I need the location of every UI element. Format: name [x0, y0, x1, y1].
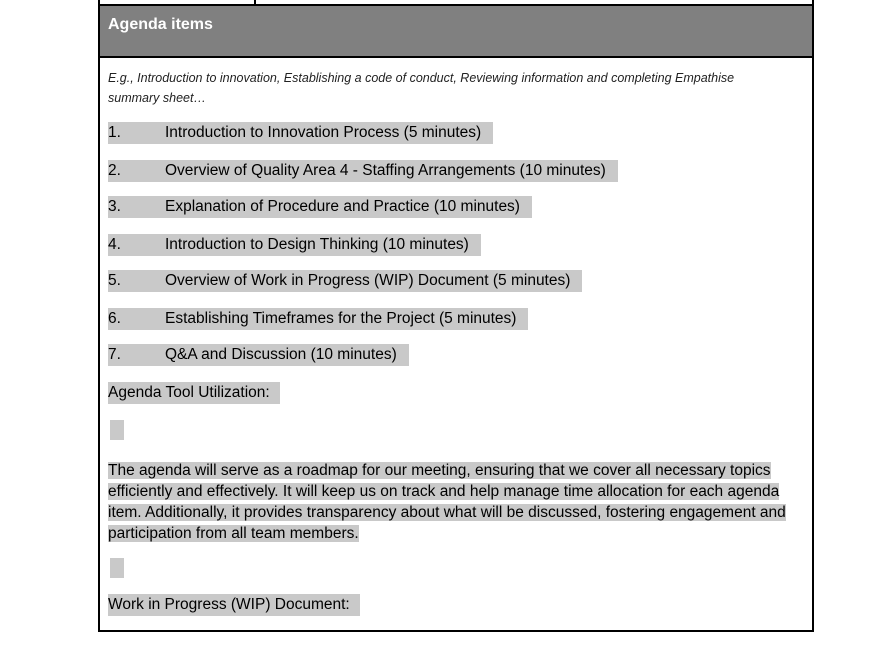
- agenda-item-7[interactable]: [108, 344, 409, 366]
- agenda-header-row: [100, 6, 812, 58]
- agenda-item-text: Introduction to Design Thinking (10 minutes): [165, 236, 469, 253]
- agenda-item-text: Overview of Work in Progress (WIP) Document (5 minutes): [165, 272, 571, 289]
- example-hint-text[interactable]: E.g., Introduction to innovation, Establishing a code of conduct, Reviewing information and completing Empathise summary sheet…: [108, 71, 735, 105]
- agenda-header-title: Agenda items: [108, 16, 213, 33]
- agenda-item-number: 3.: [108, 198, 121, 215]
- agenda-item-3[interactable]: [108, 196, 532, 218]
- agenda-item-text: Q&A and Discussion (10 minutes): [165, 346, 397, 363]
- tool-paragraph[interactable]: The agenda will serve as a roadmap for our meeting, ensuring that we cover all necessary topics efficiently and effectively. It will keep us on track and help manage time allocation for each agenda item. Additionally, it provides transparency about what will be discussed, fostering engagement and participation from all team members.: [108, 462, 786, 542]
- agenda-item-6[interactable]: [108, 308, 528, 330]
- agenda-item-5[interactable]: [108, 270, 582, 292]
- agenda-item-number: 5.: [108, 272, 121, 289]
- agenda-item-number: 4.: [108, 236, 121, 253]
- agenda-table: [98, 4, 814, 632]
- agenda-item-2[interactable]: [108, 160, 618, 182]
- agenda-item-1[interactable]: [108, 122, 493, 144]
- agenda-item-text: Overview of Quality Area 4 - Staffing Arrangements (10 minutes): [165, 162, 606, 179]
- agenda-item-number: 2.: [108, 162, 121, 179]
- agenda-item-4[interactable]: [108, 234, 481, 256]
- agenda-item-text: Introduction to Innovation Process (5 minutes): [165, 124, 482, 141]
- agenda-item-number: 1.: [108, 124, 121, 141]
- tool-heading[interactable]: Agenda Tool Utilization:: [108, 382, 280, 404]
- agenda-item-text: Establishing Timeframes for the Project (5 minutes): [165, 310, 517, 327]
- agenda-item-text: Explanation of Procedure and Practice (10 minutes): [165, 198, 520, 215]
- empty-highlighted-line[interactable]: [110, 420, 124, 440]
- empty-highlighted-line[interactable]: [110, 558, 124, 578]
- agenda-item-number: 7.: [108, 346, 121, 363]
- agenda-item-number: 6.: [108, 310, 121, 327]
- wip-heading[interactable]: Work in Progress (WIP) Document:: [108, 594, 360, 616]
